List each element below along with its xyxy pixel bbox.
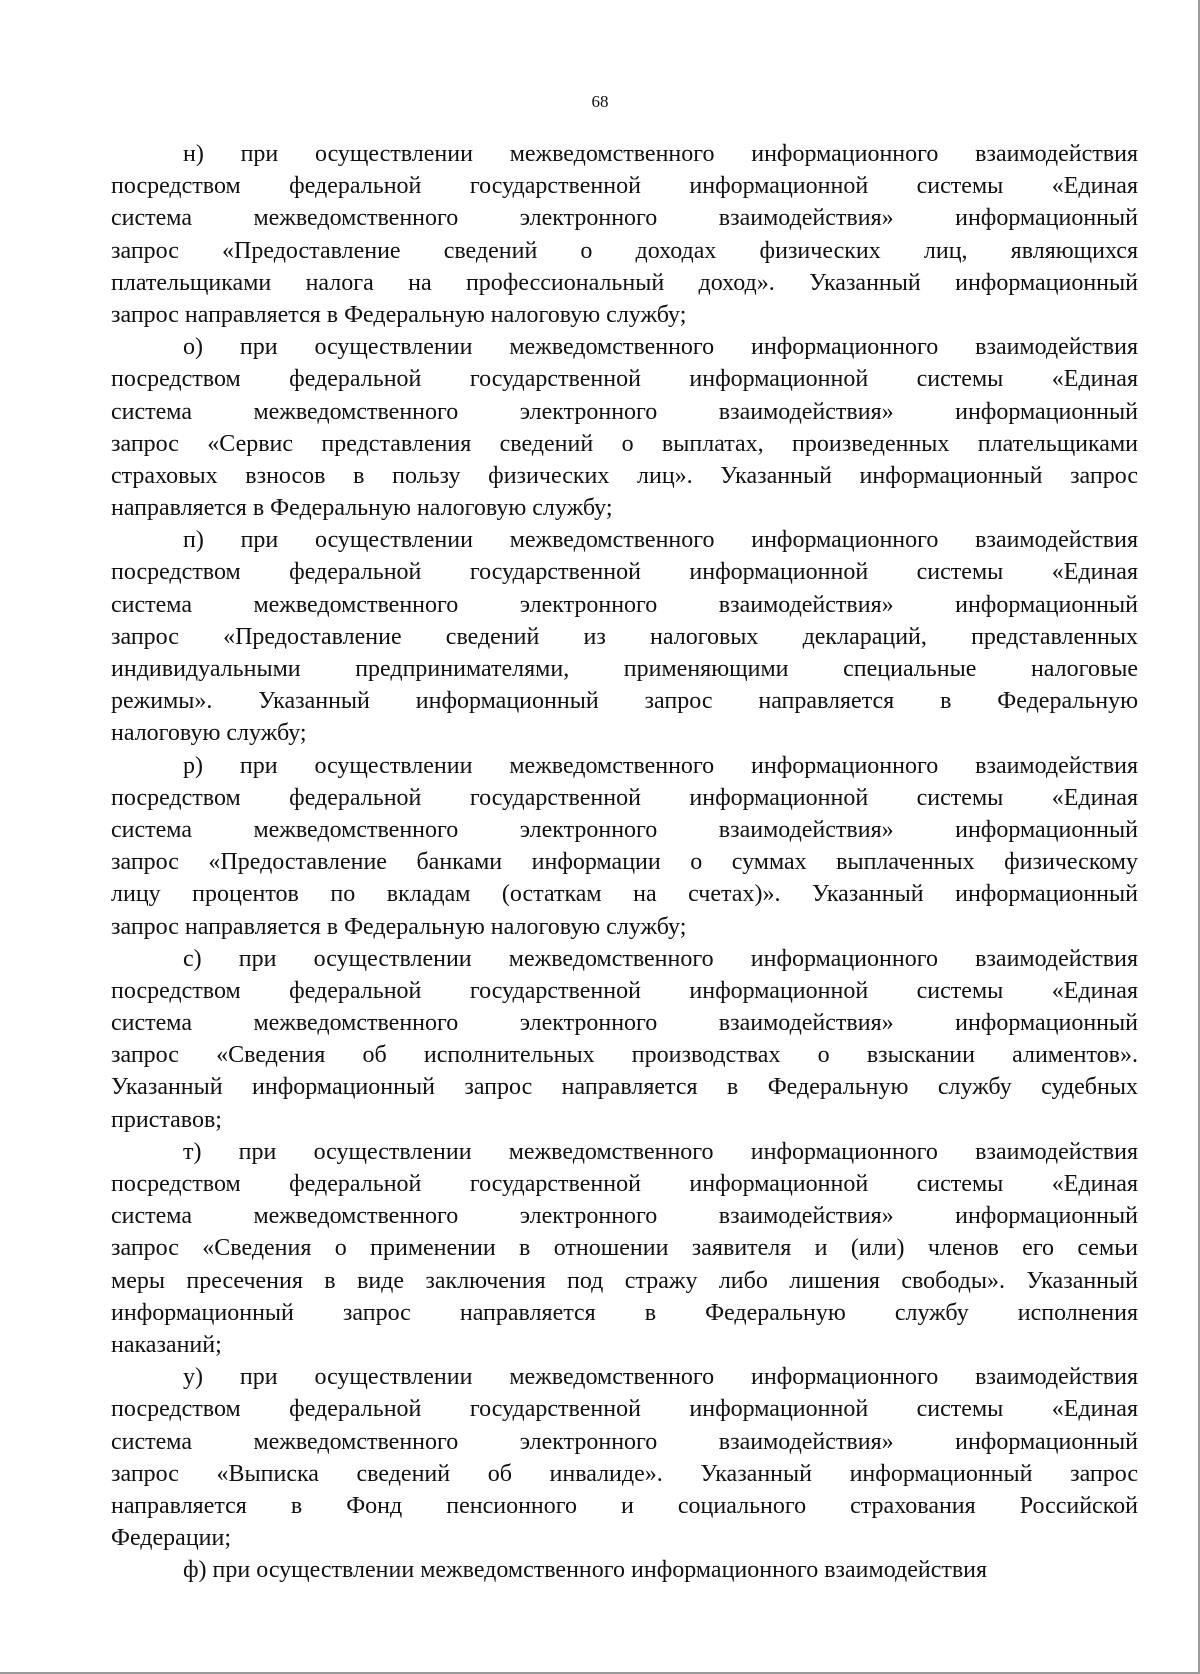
text-line: запрос «Предоставление сведений о доходах физических лиц, являющихся bbox=[111, 237, 1138, 264]
text-line: налоговую службу; bbox=[111, 720, 307, 747]
text-line: запрос «Выписка сведений об инвалиде». Указанный информационный запрос bbox=[111, 1460, 1138, 1487]
paragraph bbox=[111, 524, 1138, 749]
text-line: запрос направляется в Федеральную налоговую службу; bbox=[111, 913, 687, 940]
paragraph bbox=[111, 331, 1138, 524]
paragraph bbox=[111, 1361, 1138, 1554]
text-line: посредством федеральной государственной информационной системы «Единая bbox=[111, 559, 1138, 586]
text-line: система межведомственного электронного взаимодействия» информационный bbox=[111, 1428, 1138, 1455]
text-line: направляется в Фонд пенсионного и социального страхования Российской bbox=[111, 1492, 1138, 1519]
text-line: система межведомственного электронного взаимодействия» информационный bbox=[111, 398, 1138, 425]
text-line: посредством федеральной государственной информационной системы «Единая bbox=[111, 366, 1138, 393]
text-line: запрос «Сведения об исполнительных производствах о взыскании алиментов». bbox=[111, 1042, 1138, 1069]
text-line: наказаний; bbox=[111, 1331, 222, 1358]
text-line: информационный запрос направляется в Федеральную службу исполнения bbox=[111, 1299, 1138, 1326]
text-line: система межведомственного электронного взаимодействия» информационный bbox=[111, 591, 1138, 618]
text-line: посредством федеральной государственной информационной системы «Единая bbox=[111, 784, 1138, 811]
text-line: система межведомственного электронного взаимодействия» информационный bbox=[111, 205, 1138, 232]
document-body bbox=[111, 138, 1138, 1586]
text-line: направляется в Федеральную налоговую службу; bbox=[111, 495, 613, 522]
text-line: запрос направляется в Федеральную налоговую службу; bbox=[111, 301, 687, 328]
text-line: п) при осуществлении межведомственного информационного взаимодействия bbox=[183, 527, 1138, 554]
text-line: меры пресечения в виде заключения под стражу либо лишения свободы». Указанный bbox=[111, 1267, 1138, 1294]
text-line: режимы». Указанный информационный запрос направляется в Федеральную bbox=[111, 688, 1138, 715]
text-line: система межведомственного электронного взаимодействия» информационный bbox=[111, 1203, 1138, 1230]
text-line: система межведомственного электронного взаимодействия» информационный bbox=[111, 816, 1138, 843]
paragraph bbox=[111, 750, 1138, 943]
paragraph bbox=[111, 1136, 1138, 1361]
text-line: посредством федеральной государственной информационной системы «Единая bbox=[111, 977, 1138, 1004]
text-line: Федерации; bbox=[111, 1525, 232, 1552]
text-line: ф) при осуществлении межведомственного информационного взаимодействия bbox=[183, 1557, 988, 1584]
text-line: запрос «Предоставление банками информации о суммах выплаченных физическому bbox=[111, 849, 1138, 876]
text-line: о) при осуществлении межведомственного информационного взаимодействия bbox=[183, 334, 1138, 361]
text-line: лицу процентов по вкладам (остаткам на счетах)». Указанный информационный bbox=[111, 881, 1138, 908]
text-line: индивидуальными предпринимателями, применяющими специальные налоговые bbox=[111, 656, 1138, 682]
text-line: страховых взносов в пользу физических лиц». Указанный информационный запрос bbox=[111, 462, 1138, 489]
text-line: приставов; bbox=[111, 1106, 222, 1133]
paragraph bbox=[111, 138, 1138, 331]
text-line: система межведомственного электронного взаимодействия» информационный bbox=[111, 1010, 1138, 1037]
text-line: посредством федеральной государственной информационной системы «Единая bbox=[111, 1396, 1138, 1423]
paragraph bbox=[111, 1554, 1138, 1586]
text-line: посредством федеральной государственной информационной системы «Единая bbox=[111, 1171, 1138, 1197]
text-line: запрос «Предоставление сведений из налоговых деклараций, представленных bbox=[111, 623, 1138, 650]
page-number: 68 bbox=[591, 92, 609, 111]
text-line: Указанный информационный запрос направляется в Федеральную службу судебных bbox=[111, 1074, 1138, 1101]
text-line: т) при осуществлении межведомственного информационного взаимодействия bbox=[183, 1138, 1138, 1165]
text-line: н) при осуществлении межведомственного информационного взаимодействия bbox=[183, 141, 1138, 167]
paragraph bbox=[111, 943, 1138, 1136]
text-line: посредством федеральной государственной информационной системы «Единая bbox=[111, 173, 1138, 200]
text-line: р) при осуществлении межведомственного информационного взаимодействия bbox=[183, 752, 1138, 779]
text-line: плательщиками налога на профессиональный доход». Указанный информационный bbox=[111, 269, 1138, 296]
text-line: с) при осуществлении межведомственного информационного взаимодействия bbox=[183, 945, 1138, 972]
text-line: у) при осуществлении межведомственного информационного взаимодействия bbox=[183, 1364, 1138, 1391]
text-line: запрос «Сведения о применении в отношении заявителя и (или) членов его семьи bbox=[111, 1235, 1138, 1262]
text-line: запрос «Сервис представления сведений о выплатах, произведенных плательщиками bbox=[111, 430, 1138, 457]
